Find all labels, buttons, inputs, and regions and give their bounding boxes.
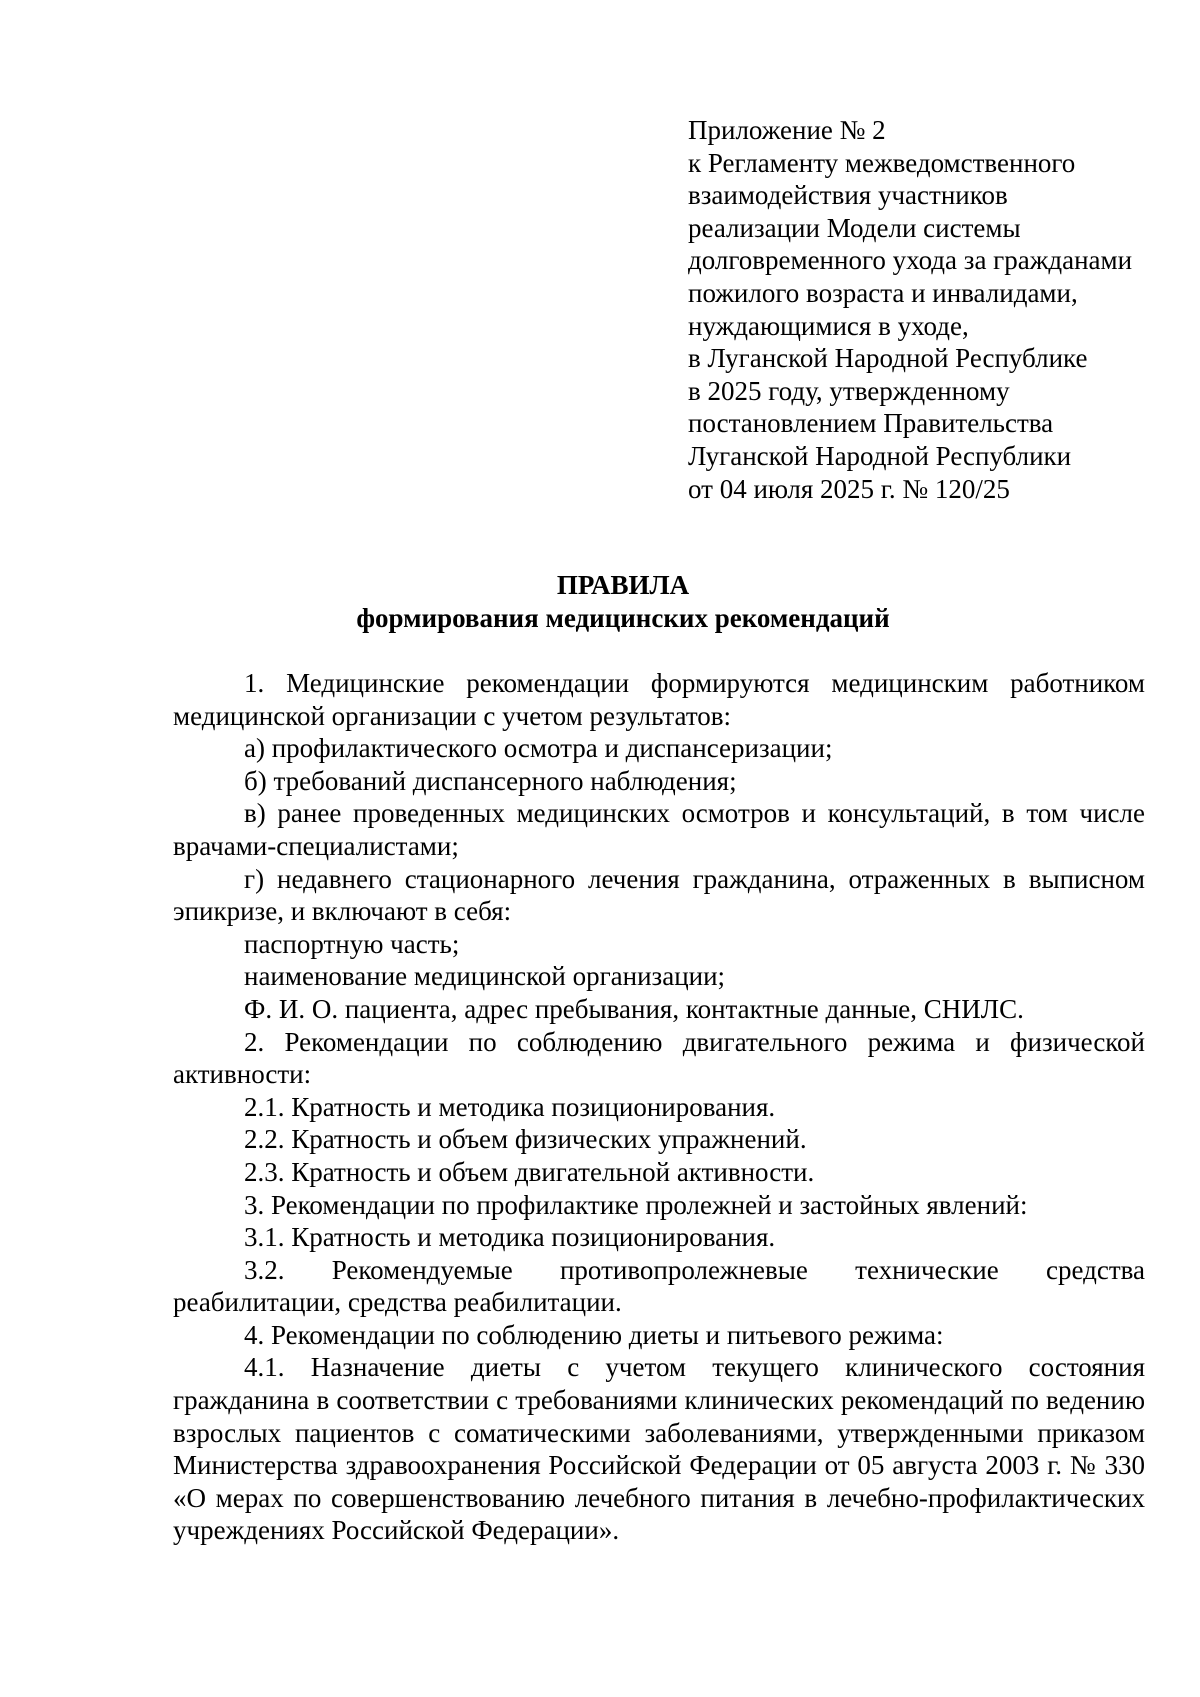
body-paragraph: 2. Рекомендации по соблюдению двигательного режима и физической активности: [173,1026,1145,1090]
document-body [173,667,1145,1547]
body-paragraph: в) ранее проведенных медицинских осмотров и консультаций, в том числе врачами-специалистами; [173,798,1145,861]
body-paragraph: паспортную часть; [244,928,460,959]
appendix-line: нуждающимися в уходе, [688,310,969,341]
body-paragraph: 1. Медицинские рекомендации формируются медицинским работником медицинской организации с учетом результатов: [173,668,1145,731]
appendix-line: реализации Модели системы [688,212,1021,243]
body-paragraph: 4. Рекомендации по соблюдению диеты и питьевого режима: [244,1319,944,1350]
body-paragraph: а) профилактического осмотра и диспансеризации; [244,733,833,764]
appendix-line: Луганской Народной Республики [688,440,1072,471]
appendix-line: пожилого возраста и инвалидами, [688,277,1078,308]
appendix-line: Приложение № 2 [688,115,886,145]
body-paragraph: г) недавнего стационарного лечения гражданина, отраженных в выписном эпикризе, и включают в себя: [173,863,1145,927]
body-paragraph: б) требований диспансерного наблюдения; [244,765,737,796]
appendix-line: в 2025 году, утвержденному [688,375,1010,406]
document-title: ПРАВИЛА [556,570,690,600]
appendix-line: постановлением Правительства [688,408,1054,439]
appendix-line: в Луганской Народной Республике [688,343,1088,374]
body-paragraph: 3.2. Рекомендуемые противопролежневые технические средства реабилитации, средства реабилитации. [173,1254,1145,1318]
appendix-line: к Регламенту межведомственного [688,147,1076,178]
body-paragraph: 4.1. Назначение диеты с учетом текущего клинического состояния гражданина в соответствии с требованиями клинических рекомендаций по ведению взрослых пациентов с соматическими заболеваниями, утвержденными приказом Министерства здравоохранения Российской Федерации от 05 августа 2003 г. № 330 «О мерах по совершенствованию лечебного питания в лечебно-профилактических учреждениях Российской Федерации». [173,1352,1145,1546]
appendix-line: от 04 июля 2025 г. № 120/25 [688,473,1010,504]
body-paragraph: наименование медицинской организации; [244,961,726,992]
body-paragraph: 2.3. Кратность и объем двигательной активности. [244,1156,815,1187]
appendix-block [688,114,1188,505]
body-paragraph: Ф. И. О. пациента, адрес пребывания, контактные данные, СНИЛС. [244,993,1024,1024]
body-paragraph: 2.1. Кратность и методика позиционирования. [244,1091,776,1122]
appendix-line: долговременного ухода за гражданами [688,245,1133,276]
appendix-line: взаимодействия участников [688,180,1008,211]
body-paragraph: 2.2. Кратность и объем физических упражнений. [244,1124,807,1155]
body-paragraph: 3.1. Кратность и методика позиционирования. [244,1222,776,1253]
body-paragraph: 3. Рекомендации по профилактике пролежней и застойных явлений: [244,1189,1028,1220]
document-subtitle: формирования медицинских рекомендаций [356,603,890,633]
